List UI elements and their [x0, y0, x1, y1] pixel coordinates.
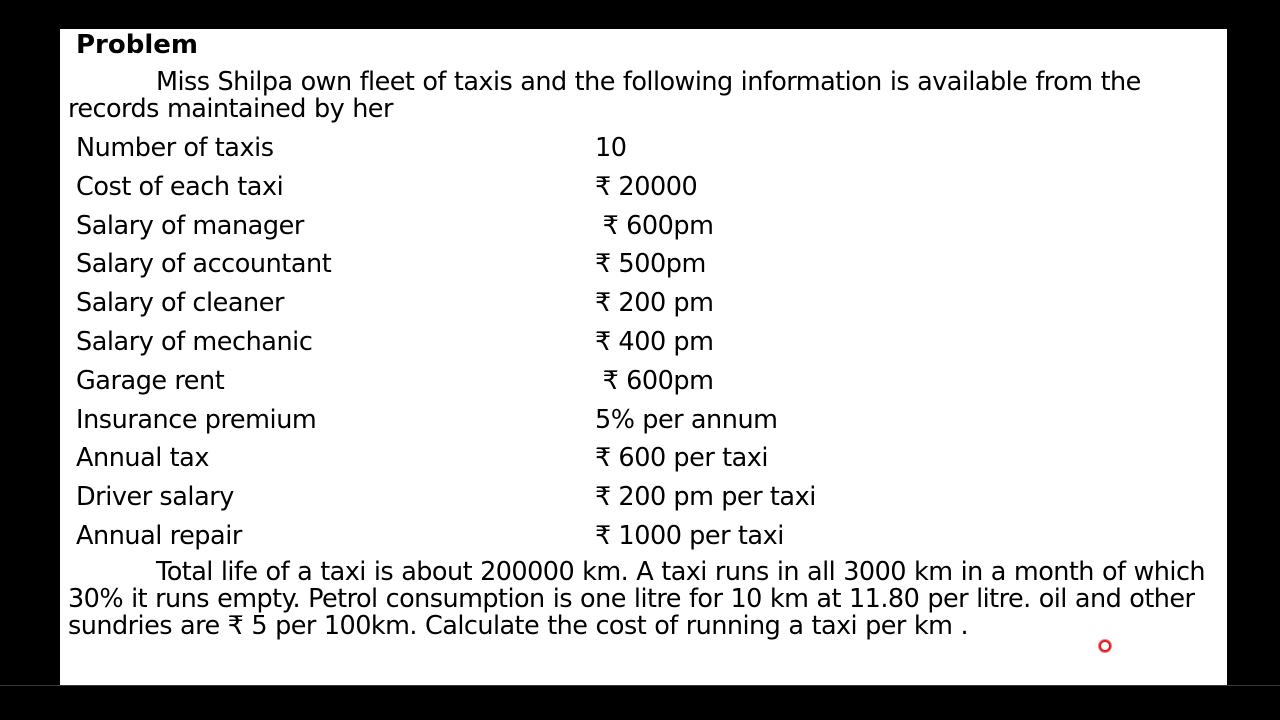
- row-label: Garage rent: [76, 365, 225, 396]
- row-label: Salary of cleaner: [76, 288, 284, 319]
- row-value: 5% per annum: [595, 404, 778, 435]
- table-row: [76, 401, 976, 440]
- table-row: [76, 245, 976, 284]
- bottom-divider: [0, 685, 1280, 686]
- cost-table: [76, 129, 976, 556]
- closing-paragraph: Total life of a taxi is about 200000 km. A taxi runs in all 3000 km in a month of which 30% it runs empty. Petrol consumption is one litre for 10 km at 11.80 per litre. oil and other sundries are ₹ 5 per 100km. Calculate the cost of running a taxi per km .: [68, 557, 1206, 641]
- row-label: Annual tax: [76, 443, 209, 474]
- row-label: Salary of manager: [76, 210, 304, 241]
- table-row: [76, 284, 976, 323]
- table-row: [76, 439, 976, 478]
- table-row: [76, 362, 976, 401]
- table-row: [76, 168, 976, 207]
- row-label: Annual repair: [76, 520, 242, 551]
- row-value: ₹ 600pm: [595, 210, 714, 241]
- row-value: ₹ 1000 per taxi: [595, 520, 784, 551]
- row-value: ₹ 20000: [595, 171, 698, 202]
- table-row: [76, 478, 976, 517]
- row-label: Driver salary: [76, 482, 234, 513]
- row-label: Cost of each taxi: [76, 171, 284, 202]
- row-value: ₹ 200 pm: [595, 288, 714, 319]
- row-value: ₹ 600 per taxi: [595, 443, 769, 474]
- table-row: [76, 323, 976, 362]
- slide: [60, 29, 1227, 685]
- row-value: ₹ 600pm: [595, 365, 714, 396]
- table-row: [76, 517, 976, 556]
- row-label: Insurance premium: [76, 404, 317, 435]
- table-row: [76, 207, 976, 246]
- row-value: ₹ 400 pm: [595, 326, 714, 357]
- table-row: [76, 129, 976, 168]
- row-label: Salary of mechanic: [76, 326, 313, 357]
- row-label: Salary of accountant: [76, 249, 332, 280]
- row-value: 10: [595, 133, 627, 163]
- row-value: ₹ 200 pm per taxi: [595, 482, 816, 513]
- problem-title: Problem: [76, 30, 198, 60]
- row-value: ₹ 500pm: [595, 249, 706, 280]
- intro-paragraph: Miss Shilpa own fleet of taxis and the following information is available from the records maintained by her: [68, 67, 1141, 124]
- pointer-dot-icon: [1099, 640, 1111, 652]
- row-label: Number of taxis: [76, 133, 274, 163]
